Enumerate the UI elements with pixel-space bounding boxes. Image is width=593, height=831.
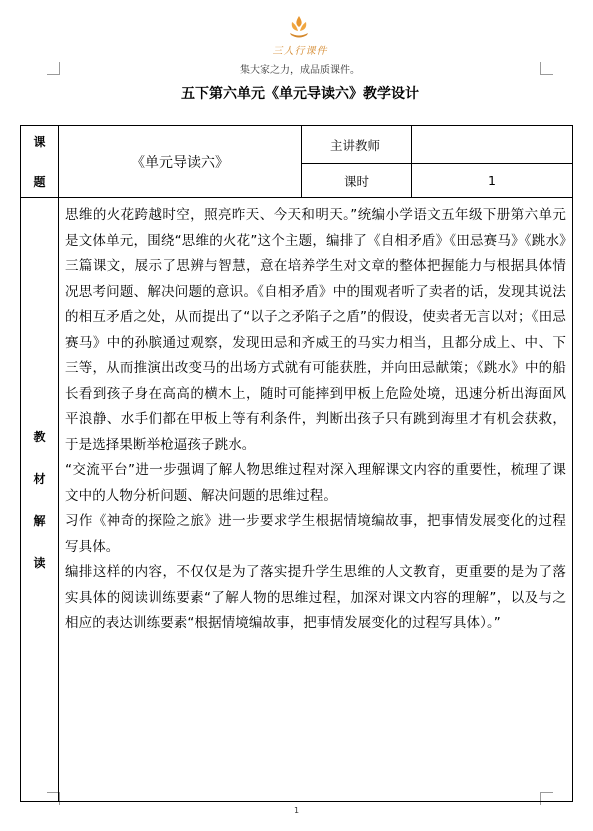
period-value: 1	[412, 164, 573, 198]
analysis-content-cell	[59, 198, 573, 802]
page-number: 1	[293, 806, 300, 815]
lesson-title-cell: 《单元导读六》	[59, 126, 302, 198]
analysis-label-char-3: 解	[33, 513, 46, 528]
teacher-label: 主讲教师	[302, 126, 412, 164]
crop-mark-top-left	[47, 62, 60, 75]
analysis-paragraph-2: “交流平台”进一步强调了解人物思维过程对深入理解课文内容的重要性，梳理了课文中的人物分析问题、解决问题的思维过程。	[65, 462, 566, 504]
analysis-paragraph-3: 习作《神奇的探险之旅》进一步要求学生根据情境编故事，把事情发展变化的过程写具体。	[65, 513, 566, 555]
slogan: 集大家之力，成品质课件。	[240, 65, 360, 76]
topic-label-cell	[21, 126, 59, 198]
analysis-label-cell	[21, 198, 59, 802]
teacher-value	[412, 126, 573, 164]
analysis-label-char-2: 材	[33, 471, 46, 486]
analysis-paragraph-4: 编排这样的内容，不仅仅是为了落实提升学生思维的人文教育，更重要的是为了落实具体的阅读训练要素“了解人物的思维过程，加深对课文内容的理解”，以及与之相应的表达训练要素“根据情境编故事，把事情发展变化的过程写具体）。”	[65, 564, 566, 631]
logo-text: 三人行课件	[272, 46, 328, 57]
period-label: 课时	[302, 164, 412, 198]
topic-label-char-2: 题	[33, 174, 46, 189]
analysis-label-char-4: 读	[33, 555, 46, 570]
crop-mark-top-right	[540, 62, 553, 75]
analysis-paragraph-1: 思维的火花跨越时空，照亮昨天、今天和明天。”统编小学语文五年级下册第六单元是文体单元，围绕“思维的火花”这个主题，编排了《自相矛盾》《田忌赛马》《跳水》三篇课文，展示了思辨与智慧，意在培养学生对文章的整体把握能力与根据具体情况思考问题、解决问题的意识。《自相矛盾》中的围观者听了卖者的话，发现其说法的相互矛盾之处，从而提出了“以子之矛陷子之盾”的假设，使卖者无言以对；《田忌赛马》中的孙膑通过观察，发现田忌和齐威王的马实力相当，且都分成上、中、下三等，从而推演出改变马的出场方式就有可能获胜，并向田忌献策；《跳水》中的船长看到孩子身在高高的横木上，随时可能摔到甲板上危险处境，迅速分析出海面风平浪静、水手们都在甲板上等有利条件，判断出孩子只有跳到海里才有机会获救，于是选择果断举枪逼孩子跳水。	[65, 207, 566, 453]
logo-icon	[286, 14, 312, 40]
topic-label-char-1: 课	[33, 134, 46, 149]
analysis-label-char-1: 教	[33, 429, 46, 444]
lesson-design-table	[20, 125, 573, 802]
document-title: 五下第六单元《单元导读六》教学设计	[181, 86, 419, 102]
